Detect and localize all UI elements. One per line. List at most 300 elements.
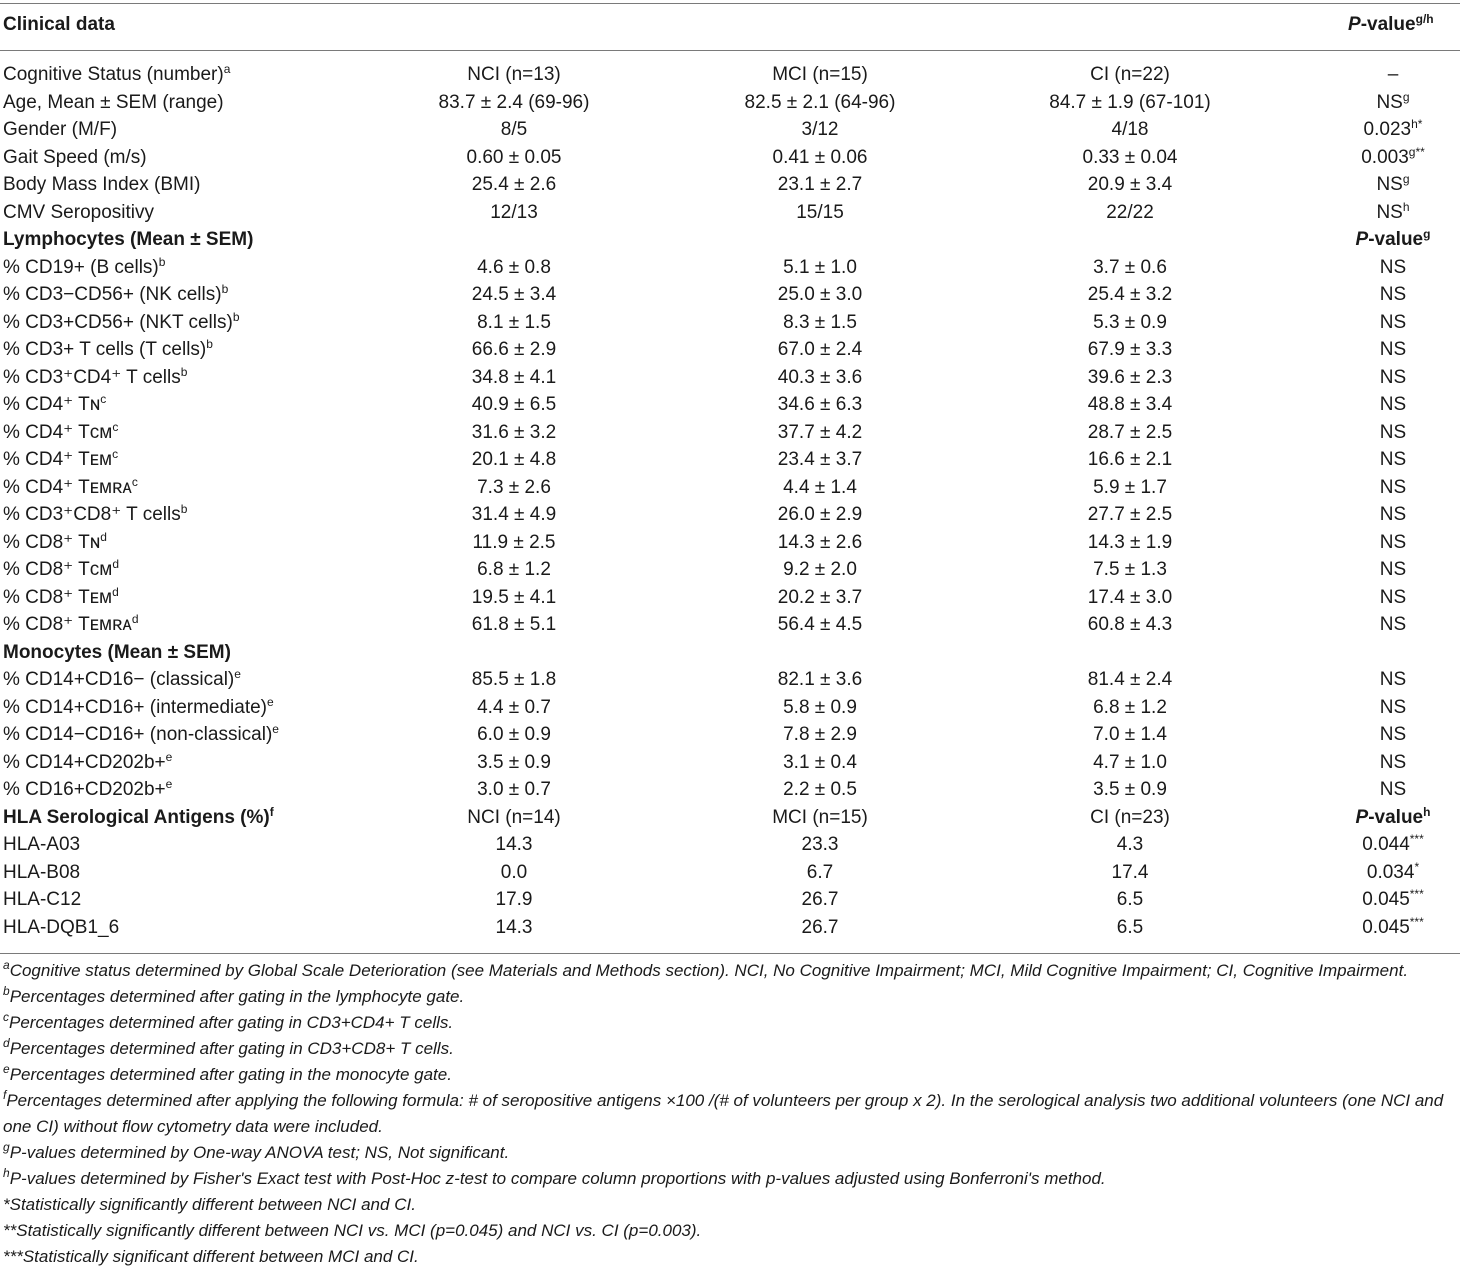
- table-row: [0, 254, 1460, 282]
- row-label: [3, 914, 119, 942]
- row-label-footnote-mark: c: [131, 474, 138, 489]
- p-value-italic: P: [1355, 229, 1369, 250]
- table-row: [0, 666, 1460, 694]
- ci-value: 5.3 ± 0.9: [1093, 311, 1167, 333]
- p-value: [1330, 364, 1456, 392]
- row-label-text: % CD4⁺ Tᴇᴍʀᴀ: [3, 476, 132, 498]
- table-row: [0, 886, 1460, 914]
- ci-value: 28.7 ± 2.5: [1087, 421, 1173, 443]
- nci-value: 25.4 ± 2.6: [471, 174, 557, 195]
- nci-value: 0.60 ± 0.05: [466, 146, 562, 168]
- p-value-footnote-mark: ***: [1409, 914, 1424, 929]
- section-row: [0, 226, 1460, 254]
- footnote-text: Percentages determined after gating in the lymphocyte gate.: [9, 987, 465, 1006]
- row-label-footnote-mark: b: [232, 309, 240, 324]
- nci-value: 19.5 ± 4.1: [471, 586, 557, 608]
- p-value: [1330, 749, 1456, 777]
- nci-value: 31.6 ± 3.2: [471, 421, 557, 443]
- footnote: [3, 1010, 1458, 1036]
- nci-value: 83.7 ± 2.4 (69-96): [438, 91, 590, 113]
- row-label-footnote-mark: e: [267, 694, 274, 709]
- p-value-text: NS: [1379, 256, 1407, 278]
- row-label: [3, 336, 213, 364]
- p-value: [1330, 116, 1456, 144]
- table-row: [0, 89, 1460, 117]
- footnote-text: Cognitive status determined by Global Scale Deterioration (see Materials and Methods section). NCI, No Cognitive Impairment; MCI, Mild Cognitive Impairment; CI, Cognitive Impairment.: [9, 961, 1409, 980]
- table-row: [0, 776, 1460, 804]
- footnote: [3, 1088, 1458, 1140]
- table-row: [0, 419, 1460, 447]
- p-value: [1330, 666, 1456, 694]
- row-label-text: Gait Speed (m/s): [3, 146, 147, 168]
- p-value: [1330, 776, 1456, 804]
- p-value: [1330, 419, 1456, 447]
- row-label: [3, 556, 119, 584]
- row-label: [3, 254, 165, 282]
- footnote-mark: g: [3, 1140, 10, 1154]
- nci-value: 3.0 ± 0.7: [477, 779, 551, 800]
- row-label-footnote-mark: b: [158, 254, 166, 269]
- ci-value: CI (n=22): [1090, 64, 1170, 85]
- p-value-text: NS: [1379, 559, 1407, 580]
- ci-value: 60.8 ± 4.3: [1087, 614, 1173, 635]
- p-value-text: 0.044: [1362, 834, 1410, 855]
- mci-value: 23.1 ± 2.7: [777, 174, 863, 195]
- footnote: [3, 1192, 1458, 1218]
- table-row: [0, 831, 1460, 859]
- row-label-footnote-mark: b: [206, 337, 213, 351]
- row-label-text: HLA Serological Antigens (%): [3, 806, 270, 828]
- p-value-text: NS: [1379, 449, 1407, 470]
- row-label-text: % CD8⁺ Tᴄᴍ: [3, 559, 113, 580]
- row-label-footnote-mark: c: [100, 392, 107, 406]
- p-value-text: NS: [1379, 696, 1407, 718]
- table-row: [0, 446, 1460, 474]
- nci-value: 7.3 ± 2.6: [477, 476, 551, 498]
- table-row: [0, 721, 1460, 749]
- row-label-footnote-mark: d: [100, 529, 107, 544]
- mci-value: 15/15: [796, 201, 844, 223]
- row-label-footnote-mark: e: [234, 667, 241, 681]
- nci-value: 17.9: [495, 889, 533, 910]
- row-label-text: HLA-DQB1_6: [3, 916, 120, 938]
- mci-value: 26.0 ± 2.9: [777, 504, 863, 525]
- row-label: [3, 584, 119, 612]
- table-row: [0, 501, 1460, 529]
- nci-value: 11.9 ± 2.5: [472, 531, 556, 553]
- p-value-text: NS: [1376, 201, 1403, 223]
- mci-value: 34.6 ± 6.3: [777, 394, 863, 415]
- footnote-mark: a: [3, 958, 10, 972]
- ci-value: 7.0 ± 1.4: [1093, 724, 1167, 745]
- mci-value: 5.1 ± 1.0: [783, 256, 857, 278]
- ci-value: 4.7 ± 1.0: [1093, 751, 1167, 773]
- p-value-footnote-mark: g**: [1408, 144, 1425, 159]
- p-value-text: NS: [1379, 366, 1407, 388]
- row-label-text: % CD14−CD16+ (non-classical): [3, 724, 273, 745]
- nci-value: 8/5: [500, 119, 528, 140]
- footnote-text: Percentages determined after gating in the monocyte gate.: [9, 1065, 452, 1084]
- p-value-text: NS: [1376, 174, 1403, 195]
- ci-value: 16.6 ± 2.1: [1087, 449, 1173, 470]
- footnotes: [3, 958, 1458, 1270]
- mci-value: 3/12: [801, 119, 839, 140]
- ci-value: 17.4 ± 3.0: [1087, 586, 1173, 608]
- ci-value: 0.33 ± 0.04: [1082, 146, 1178, 168]
- mci-value: 23.3: [801, 834, 839, 855]
- mci-value: MCI (n=15): [772, 64, 868, 85]
- mci-value: 26.7: [801, 916, 839, 938]
- mci-value: 3.1 ± 0.4: [783, 751, 857, 773]
- row-label-text: % CD3+CD56+ (NKT cells): [3, 311, 233, 333]
- footnote-text: *Statistically significantly different between NCI and CI.: [3, 1195, 416, 1214]
- nci-value: 31.4 ± 4.9: [471, 504, 557, 525]
- p-value: [1330, 226, 1456, 254]
- row-label-footnote-mark: d: [131, 612, 139, 626]
- ci-value: 3.5 ± 0.9: [1093, 779, 1167, 800]
- table-row: [0, 309, 1460, 337]
- row-label: [3, 749, 172, 777]
- mci-value: 5.8 ± 0.9: [783, 696, 857, 718]
- header-rule: [0, 50, 1460, 51]
- table-row: [0, 171, 1460, 199]
- nci-value: 4.6 ± 0.8: [477, 256, 551, 278]
- row-label-text: CMV Seropositivy: [3, 201, 154, 223]
- mci-value: 6.7: [806, 861, 834, 883]
- nci-value: 3.5 ± 0.9: [477, 751, 551, 773]
- mci-value: 67.0 ± 2.4: [777, 339, 863, 360]
- row-label: [3, 529, 107, 557]
- ci-value: CI (n=23): [1090, 806, 1170, 828]
- footnote-text: **Statistically significantly different between NCI vs. MCI (p=0.045) and NCI vs. CI (p=0.003).: [3, 1221, 702, 1240]
- table-row: [0, 914, 1460, 942]
- p-value-text: NS: [1379, 394, 1407, 415]
- row-label-footnote-mark: a: [223, 62, 231, 76]
- table-row: [0, 474, 1460, 502]
- section-row: [0, 639, 1460, 667]
- footnote: [3, 984, 1458, 1010]
- row-label-text: % CD14+CD16− (classical): [3, 669, 235, 690]
- p-value-text: –: [1387, 64, 1399, 85]
- section-row: [0, 804, 1460, 832]
- footnote-text: Percentages determined after gating in CD3+CD4+ T cells.: [9, 1013, 454, 1032]
- row-label-footnote-mark: d: [112, 584, 119, 599]
- row-label: [3, 309, 240, 337]
- footnote-text: P-values determined by One-way ANOVA test; NS, Not significant.: [9, 1143, 510, 1162]
- row-label-text: Monocytes (Mean ± SEM): [3, 641, 231, 663]
- p-value: [1330, 584, 1456, 612]
- p-value-footnote-mark: g: [1402, 89, 1410, 104]
- row-label-text: HLA-A03: [3, 834, 81, 855]
- footnote: [3, 1062, 1458, 1088]
- mci-value: 7.8 ± 2.9: [783, 724, 857, 745]
- mci-value: 40.3 ± 3.6: [777, 366, 863, 388]
- footnote-text: P-values determined by Fisher's Exact test with Post-Hoc z-test to compare column proportions with p-values adjusted using Bonferroni's method.: [9, 1169, 1106, 1188]
- row-label-text: HLA-B08: [3, 861, 81, 883]
- mci-value: 37.7 ± 4.2: [777, 421, 863, 443]
- p-value: [1330, 529, 1456, 557]
- row-label: [3, 419, 118, 447]
- p-value-footnote-mark: *: [1414, 859, 1420, 874]
- nci-value: 6.0 ± 0.9: [477, 724, 551, 745]
- nci-value: 14.3: [495, 834, 533, 855]
- nci-value: 20.1 ± 4.8: [471, 449, 557, 470]
- ci-value: 81.4 ± 2.4: [1087, 669, 1173, 690]
- footnote: [3, 958, 1458, 984]
- p-value: [1330, 611, 1456, 639]
- ci-value: 6.5: [1116, 889, 1144, 910]
- ci-value: 4/18: [1111, 119, 1149, 140]
- nci-value: 0.0: [500, 861, 528, 883]
- footnote-mark: f: [3, 1088, 7, 1102]
- mci-value: MCI (n=15): [772, 806, 868, 828]
- p-value: [1330, 804, 1456, 832]
- p-value-text: 0.023: [1363, 119, 1412, 140]
- p-value: [1330, 886, 1456, 914]
- mci-value: 23.4 ± 3.7: [777, 449, 863, 470]
- row-label-text: % CD8⁺ Tᴇᴍ: [3, 586, 113, 608]
- footnote: [3, 1036, 1458, 1062]
- row-label-text: Body Mass Index (BMI): [3, 174, 201, 195]
- row-label: [3, 116, 117, 144]
- row-label-text: % CD14+CD16+ (intermediate): [3, 696, 268, 718]
- p-value-footnote-mark: h*: [1411, 117, 1423, 131]
- table-row: [0, 116, 1460, 144]
- p-value-text: -value: [1368, 229, 1424, 250]
- mci-value: 14.3 ± 2.6: [777, 531, 863, 553]
- table-row: [0, 749, 1460, 777]
- p-value: [1330, 171, 1456, 199]
- table-row: [0, 694, 1460, 722]
- row-label: [3, 446, 118, 474]
- p-value-text: NS: [1379, 614, 1407, 635]
- row-label: [3, 391, 106, 419]
- footnote-mark: e: [3, 1062, 10, 1076]
- row-label-text: % CD4⁺ Tᴇᴍ: [3, 449, 113, 470]
- row-label-text: % CD14+CD202b+: [3, 751, 166, 773]
- nci-value: NCI (n=14): [467, 806, 561, 828]
- row-label: [3, 226, 253, 254]
- p-value-footnote-mark: g: [1423, 227, 1431, 241]
- p-value: [1330, 281, 1456, 309]
- nci-value: 61.8 ± 5.1: [471, 614, 557, 635]
- table-row: [0, 281, 1460, 309]
- ci-value: 4.3: [1116, 834, 1144, 855]
- row-label-footnote-mark: f: [269, 804, 274, 819]
- p-value: [1330, 914, 1456, 942]
- row-label-text: Age, Mean ± SEM (range): [3, 91, 224, 113]
- ci-value: 17.4: [1111, 861, 1149, 883]
- row-label: [3, 61, 230, 89]
- row-label: [3, 721, 279, 749]
- row-label: [3, 364, 187, 392]
- row-label-text: % CD4⁺ Tᴄᴍ: [3, 421, 113, 443]
- mci-value: 4.4 ± 1.4: [783, 476, 857, 498]
- ci-value: 5.9 ± 1.7: [1093, 476, 1167, 498]
- mci-value: 82.1 ± 3.6: [777, 669, 863, 690]
- row-label: [3, 694, 274, 722]
- row-label: [3, 859, 80, 887]
- p-value-text: NS: [1379, 284, 1407, 305]
- row-label: [3, 804, 274, 832]
- row-label-text: % CD3+ T cells (T cells): [3, 339, 207, 360]
- p-value: [1330, 61, 1456, 89]
- p-value: [1330, 446, 1456, 474]
- row-label: [3, 886, 81, 914]
- p-value-text: NS: [1379, 421, 1407, 443]
- header-clinical-data: Clinical data: [3, 14, 115, 35]
- row-label: [3, 281, 228, 309]
- mci-value: 20.2 ± 3.7: [777, 586, 863, 608]
- row-label-text: Gender (M/F): [3, 119, 118, 140]
- nci-value: 12/13: [490, 201, 538, 223]
- footnote-mark: h: [3, 1166, 10, 1180]
- p-value: [1330, 831, 1456, 859]
- top-rule: [0, 3, 1460, 4]
- row-label-footnote-mark: b: [221, 282, 229, 296]
- row-label-footnote-mark: e: [165, 749, 173, 764]
- ci-value: 84.7 ± 1.9 (67-101): [1049, 91, 1211, 113]
- row-label-text: Lymphocytes (Mean ± SEM): [3, 229, 254, 250]
- footnote: [3, 1244, 1458, 1270]
- nci-value: 6.8 ± 1.2: [477, 559, 551, 580]
- ci-value: 67.9 ± 3.3: [1087, 339, 1173, 360]
- p-value-footnote-mark: ***: [1409, 887, 1424, 901]
- row-label: [3, 474, 138, 502]
- table-row: [0, 391, 1460, 419]
- p-value: [1330, 336, 1456, 364]
- row-label-text: % CD16+CD202b+: [3, 779, 166, 800]
- mci-value: 9.2 ± 2.0: [783, 559, 857, 580]
- p-value-text: NS: [1379, 339, 1407, 360]
- row-label: [3, 171, 200, 199]
- footnote-text: Percentages determined after applying the following formula: # of seropositive antigens ×100 /(# of volunteers per group x 2). In the serological analysis two additional volunteers (one NCI and one CI) without flow cytometry data were included.: [3, 1091, 1444, 1136]
- p-value: [1330, 859, 1456, 887]
- ci-value: 27.7 ± 2.5: [1087, 504, 1173, 525]
- ci-value: 22/22: [1106, 201, 1154, 223]
- p-value-text: NS: [1379, 669, 1407, 690]
- row-label-text: % CD3−CD56+ (NK cells): [3, 284, 222, 305]
- header-pvalue: [1348, 14, 1434, 36]
- ci-value: 6.8 ± 1.2: [1093, 696, 1167, 718]
- row-label-text: % CD4⁺ Tɴ: [3, 394, 101, 415]
- table-row: [0, 529, 1460, 557]
- row-label: [3, 199, 154, 227]
- footnote-mark: d: [3, 1036, 10, 1050]
- row-label-text: % CD3⁺CD4⁺ T cells: [3, 366, 181, 388]
- row-label-footnote-mark: e: [272, 722, 279, 736]
- ci-value: 3.7 ± 0.6: [1093, 256, 1167, 278]
- header-pvalue-rest: -value: [1360, 14, 1416, 35]
- p-value-text: NS: [1379, 504, 1407, 525]
- nci-value: 14.3: [495, 916, 533, 938]
- header-pvalue-italic: P: [1348, 14, 1361, 35]
- nci-value: 4.4 ± 0.7: [477, 696, 551, 718]
- p-value: [1330, 694, 1456, 722]
- row-label: [3, 89, 224, 117]
- p-value: [1330, 199, 1456, 227]
- ci-value: 48.8 ± 3.4: [1087, 394, 1173, 415]
- p-value-text: 0.045: [1362, 916, 1410, 938]
- footnote-mark: c: [3, 1010, 9, 1024]
- p-value-text: NS: [1379, 531, 1407, 553]
- ci-value: 20.9 ± 3.4: [1087, 174, 1173, 195]
- footnote-text: ***Statistically significant different between MCI and CI.: [3, 1247, 419, 1266]
- footnote: [3, 1166, 1458, 1192]
- row-label-text: HLA-C12: [3, 889, 82, 910]
- p-value: [1330, 556, 1456, 584]
- mci-value: 25.0 ± 3.0: [777, 284, 863, 305]
- table-body: [0, 61, 1460, 941]
- p-value-text: NS: [1379, 311, 1407, 333]
- row-label-text: % CD3⁺CD8⁺ T cells: [3, 504, 181, 525]
- mci-value: 0.41 ± 0.06: [772, 146, 868, 168]
- p-value-text: NS: [1376, 91, 1403, 113]
- p-value-text: NS: [1379, 751, 1407, 773]
- table-row: [0, 556, 1460, 584]
- ci-value: 14.3 ± 1.9: [1087, 531, 1173, 553]
- ci-value: 25.4 ± 3.2: [1087, 284, 1173, 305]
- nci-value: 8.1 ± 1.5: [477, 311, 551, 333]
- footnote-text: Percentages determined after gating in CD3+CD8+ T cells.: [9, 1039, 454, 1058]
- row-label-text: Cognitive Status (number): [3, 64, 224, 85]
- mci-value: 2.2 ± 0.5: [783, 779, 857, 800]
- mci-value: 8.3 ± 1.5: [783, 311, 857, 333]
- nci-value: 34.8 ± 4.1: [471, 366, 557, 388]
- p-value: [1330, 474, 1456, 502]
- p-value: [1330, 144, 1456, 172]
- row-label-text: % CD19+ (B cells): [3, 256, 159, 278]
- p-value: [1330, 254, 1456, 282]
- nci-value: 24.5 ± 3.4: [471, 284, 557, 305]
- row-label-footnote-mark: c: [112, 447, 119, 461]
- ci-value: 7.5 ± 1.3: [1093, 559, 1167, 580]
- row-label-footnote-mark: e: [165, 777, 173, 791]
- nci-value: 85.5 ± 1.8: [471, 669, 557, 690]
- p-value-text: NS: [1379, 586, 1407, 608]
- p-value-text: 0.034: [1366, 861, 1415, 883]
- row-label-text: % CD8⁺ Tᴇᴍʀᴀ: [3, 614, 132, 635]
- footnote: [3, 1140, 1458, 1166]
- p-value-text: NS: [1379, 779, 1407, 800]
- p-value-text: NS: [1379, 724, 1407, 745]
- nci-value: 66.6 ± 2.9: [471, 339, 557, 360]
- p-value-text: 0.045: [1362, 889, 1410, 910]
- row-label: [3, 776, 172, 804]
- p-value: [1330, 721, 1456, 749]
- row-label: [3, 501, 187, 529]
- row-label-footnote-mark: d: [112, 557, 120, 571]
- p-value-text: 0.003: [1361, 146, 1409, 168]
- p-value: [1330, 309, 1456, 337]
- row-label-footnote-mark: c: [112, 419, 119, 434]
- row-label: [3, 611, 139, 639]
- row-label-footnote-mark: b: [180, 502, 188, 516]
- table-row: [0, 584, 1460, 612]
- mci-value: 56.4 ± 4.5: [777, 614, 863, 635]
- table-row: [0, 61, 1460, 89]
- p-value: [1330, 391, 1456, 419]
- table-row: [0, 611, 1460, 639]
- footnote-mark: b: [3, 984, 10, 998]
- footnote: [3, 1218, 1458, 1244]
- row-label: [3, 666, 241, 694]
- p-value-footnote-mark: ***: [1409, 832, 1424, 846]
- nci-value: NCI (n=13): [467, 64, 561, 85]
- p-value: [1330, 501, 1456, 529]
- header-pvalue-sup: g/h: [1415, 12, 1434, 26]
- p-value-footnote-mark: h: [1402, 199, 1410, 214]
